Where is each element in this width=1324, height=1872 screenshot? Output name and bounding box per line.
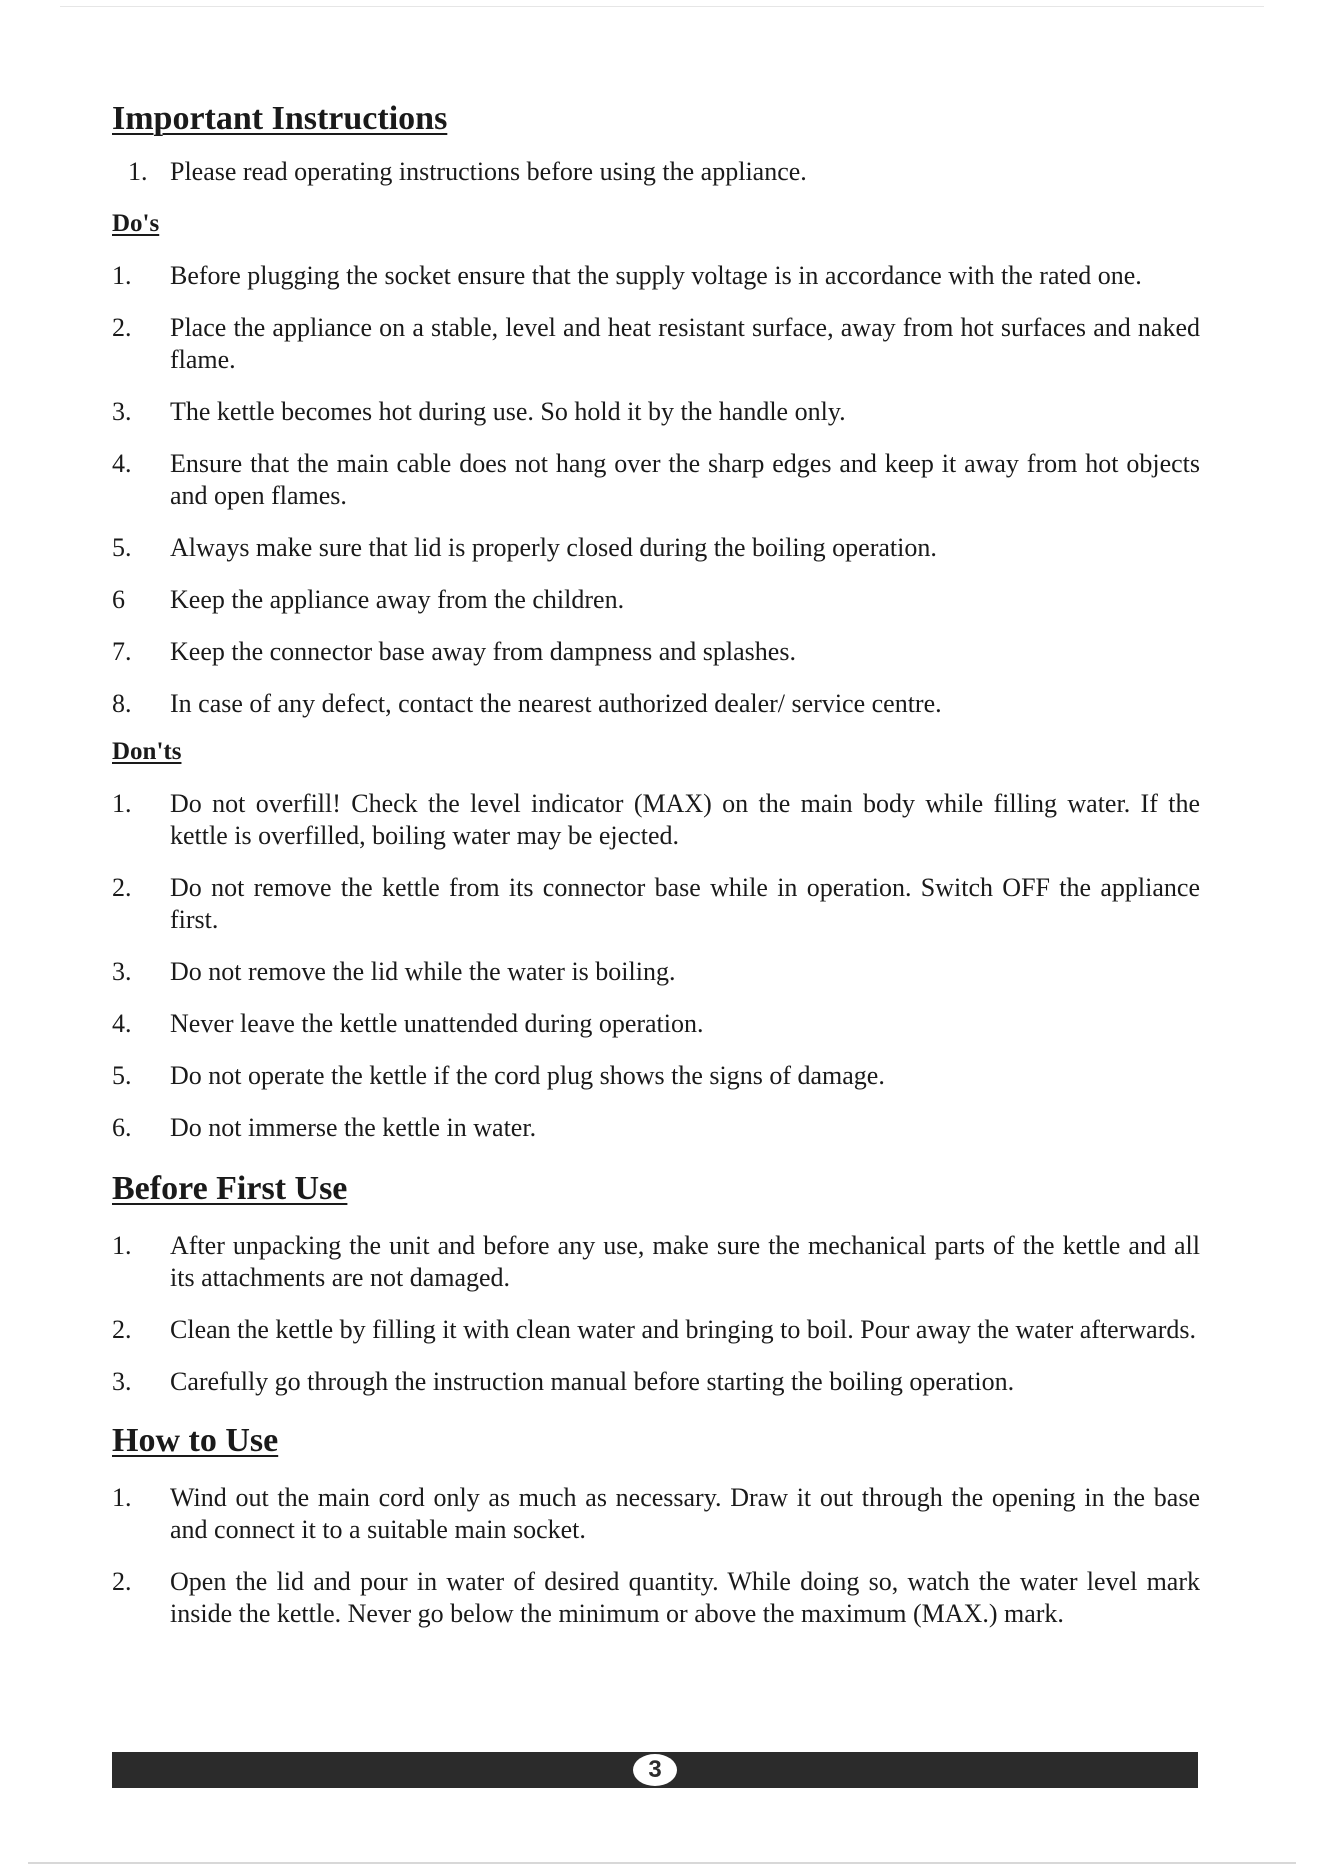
item-number: 1. (128, 157, 148, 186)
item-number: 1. (112, 1231, 132, 1260)
item-number: 7. (112, 637, 132, 666)
page-number-badge: 3 (633, 1754, 677, 1786)
item-text: Do not immerse the kettle in water. (170, 1113, 537, 1142)
item-number: 1. (112, 261, 132, 290)
donts-list (112, 788, 1200, 1144)
important-list (112, 156, 1200, 188)
list-item (112, 636, 1200, 668)
item-text: Please read operating instructions before using the appliance. (170, 157, 807, 186)
item-text: Keep the connector base away from dampness and splashes. (170, 637, 796, 666)
item-number: 2. (112, 1567, 132, 1596)
item-number: 1. (112, 1483, 132, 1512)
list-item (112, 260, 1200, 292)
list-item (112, 1366, 1200, 1398)
donts-title: Don'ts (112, 738, 182, 765)
item-text: After unpacking the unit and before any use, make sure the mechanical parts of the kettle and all its attachments are not damaged. (170, 1231, 1200, 1292)
item-text: Do not operate the kettle if the cord plug shows the signs of damage. (170, 1061, 885, 1090)
item-number: 3. (112, 1367, 132, 1396)
list-item (112, 584, 1200, 616)
before-first-use-title: Before First Use (112, 1170, 348, 1207)
item-number: 6 (112, 585, 125, 614)
item-text: Do not overfill! Check the level indicator (MAX) on the main body while filling water. If the kettle is overfilled, boiling water may be ejected. (170, 789, 1200, 850)
item-text: Place the appliance on a stable, level and heat resistant surface, away from hot surfaces and naked flame. (170, 313, 1200, 374)
list-item (112, 396, 1200, 428)
item-text: Open the lid and pour in water of desired quantity. While doing so, watch the water level mark inside the kettle. Never go below the minimum or above the maximum (MAX.) mark. (170, 1567, 1200, 1628)
list-item (112, 788, 1200, 852)
item-text: Never leave the kettle unattended during operation. (170, 1009, 704, 1038)
list-item (112, 688, 1200, 720)
item-text: Always make sure that lid is properly closed during the boiling operation. (170, 533, 937, 562)
list-item (112, 312, 1200, 376)
item-number: 3. (112, 397, 132, 426)
list-item (112, 1060, 1200, 1092)
item-number: 4. (112, 1009, 132, 1038)
item-text: Keep the appliance away from the children. (170, 585, 625, 614)
item-text: Do not remove the lid while the water is boiling. (170, 957, 676, 986)
item-number: 4. (112, 449, 132, 478)
item-text: Do not remove the kettle from its connector base while in operation. Switch OFF the appliance first. (170, 873, 1200, 934)
item-number: 2. (112, 313, 132, 342)
dos-list (112, 260, 1200, 720)
item-number: 6. (112, 1113, 132, 1142)
item-number: 5. (112, 1061, 132, 1090)
list-item (112, 1314, 1200, 1346)
item-text: Clean the kettle by filling it with clean water and bringing to boil. Pour away the water afterwards. (170, 1315, 1196, 1344)
item-text: In case of any defect, contact the nearest authorized dealer/ service centre. (170, 689, 942, 718)
list-item (112, 872, 1200, 936)
how-to-use-list (112, 1482, 1200, 1630)
item-text: Wind out the main cord only as much as necessary. Draw it out through the opening in the base and connect it to a suitable main socket. (170, 1483, 1200, 1544)
list-item (112, 532, 1200, 564)
item-text: Carefully go through the instruction manual before starting the boiling operation. (170, 1367, 1015, 1396)
item-number: 3. (112, 957, 132, 986)
how-to-use-title: How to Use (112, 1422, 279, 1459)
bottom-rule (28, 1862, 1296, 1864)
list-item (112, 1112, 1200, 1144)
item-number: 2. (112, 873, 132, 902)
list-item (112, 956, 1200, 988)
important-instructions-title: Important Instructions (112, 100, 448, 137)
dos-title: Do's (112, 210, 160, 237)
manual-page (112, 100, 1200, 1630)
list-item (112, 1566, 1200, 1630)
list-item (112, 448, 1200, 512)
list-item (112, 1482, 1200, 1546)
item-text: Ensure that the main cable does not hang over the sharp edges and keep it away from hot objects and open flames. (170, 449, 1200, 510)
item-text: Before plugging the socket ensure that the supply voltage is in accordance with the rated one. (170, 261, 1142, 290)
item-number: 2. (112, 1315, 132, 1344)
list-item (112, 156, 1200, 188)
item-number: 8. (112, 689, 132, 718)
before-first-use-list (112, 1230, 1200, 1398)
footer-bar (112, 1752, 1198, 1788)
list-item (112, 1008, 1200, 1040)
list-item (112, 1230, 1200, 1294)
item-number: 1. (112, 789, 132, 818)
item-number: 5. (112, 533, 132, 562)
top-rule (60, 6, 1264, 7)
item-text: The kettle becomes hot during use. So hold it by the handle only. (170, 397, 846, 426)
